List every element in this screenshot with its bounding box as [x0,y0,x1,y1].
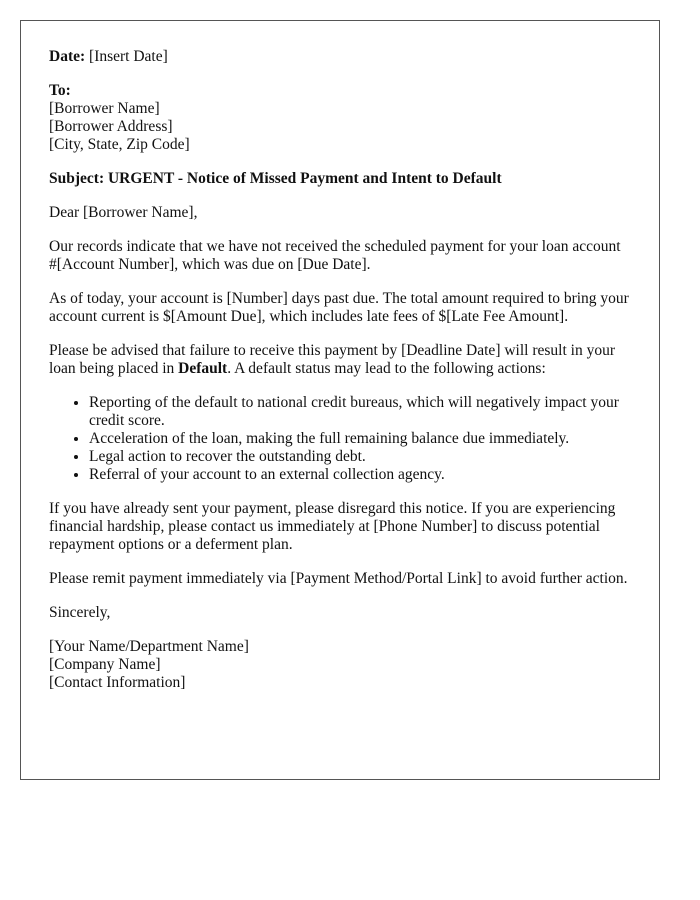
to-label: To: [49,82,71,99]
default-warning-text-after: . A default status may lead to the following actions: [227,360,546,377]
signature-company: [Company Name] [49,656,161,673]
recipient-block [49,82,631,154]
closing: Sincerely, [49,604,111,621]
recipient-name: [Borrower Name] [49,100,160,117]
signature-name: [Your Name/Department Name] [49,638,249,655]
date-value: [Insert Date] [89,48,168,65]
list-item: • Legal action to recover the outstanding debt. [89,448,631,466]
default-actions-list [49,394,631,484]
paragraph-missed-payment: Our records indicate that we have not received the scheduled payment for your loan account #[Account Number], which was due on [Due Date]. [49,238,621,273]
default-warning-text-before: Please be advised that failure to receive this payment by [Deadline Date] will result in your loan being placed in [49,342,615,377]
signature-block [49,638,631,692]
salutation: Dear [Borrower Name], [49,204,198,221]
paragraph-default-warning [49,342,631,378]
recipient-address: [Borrower Address] [49,118,173,135]
list-item: • Acceleration of the loan, making the full remaining balance due immediately. [89,430,631,448]
date-label: Date: [49,48,86,65]
subject-label: Subject: [49,170,105,187]
date-line [49,48,631,66]
signature-contact: [Contact Information] [49,674,186,691]
notice-letter [20,20,660,780]
list-item: • Reporting of the default to national credit bureaus, which will negatively impact your credit score. [89,394,631,430]
paragraph-hardship: If you have already sent your payment, please disregard this notice. If you are experiencing financial hardship, please contact us immediately at [Phone Number] to discuss potential repayment options or a deferment plan. [49,500,616,553]
subject-text: URGENT - Notice of Missed Payment and Intent to Default [107,170,502,187]
list-item: • Referral of your account to an external collection agency. [89,466,631,484]
recipient-city-state-zip: [City, State, Zip Code] [49,136,190,153]
paragraph-remit-payment: Please remit payment immediately via [Payment Method/Portal Link] to avoid further action. [49,570,628,587]
paragraph-past-due: As of today, your account is [Number] days past due. The total amount required to bring your account current is $[Amount Due], which includes late fees of $[Late Fee Amount]. [49,290,629,325]
default-emphasis: Default [178,360,228,377]
subject-line [49,170,631,188]
